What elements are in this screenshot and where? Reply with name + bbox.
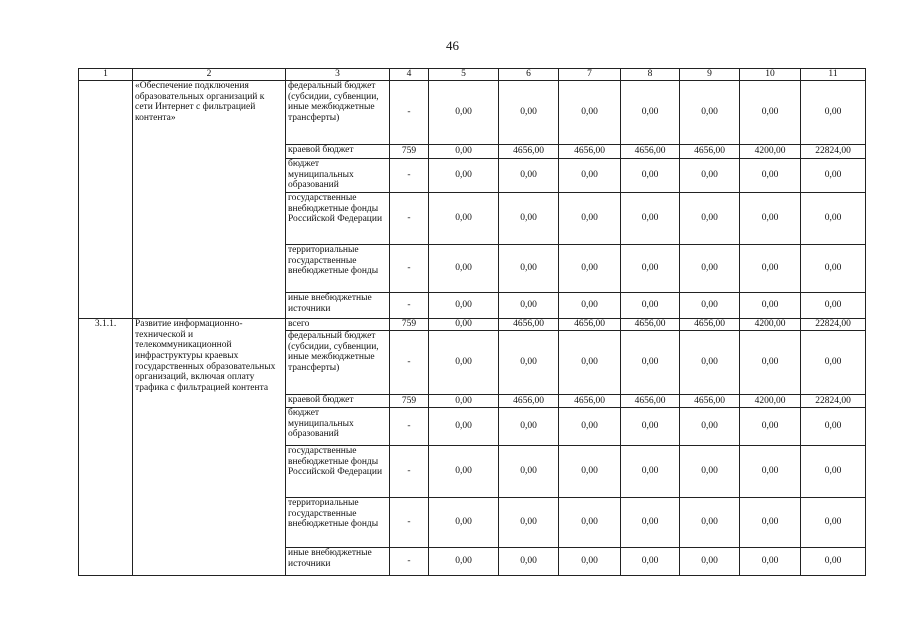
value-cell: 22824,00 (801, 319, 866, 331)
value-cell: 0,00 (429, 293, 499, 319)
value-cell: 0,00 (621, 81, 680, 145)
value-cell: 0,00 (801, 446, 866, 498)
value-cell: - (390, 498, 429, 548)
value-cell: 0,00 (740, 548, 801, 576)
value-cell: - (390, 331, 429, 395)
value-cell: 0,00 (680, 159, 740, 193)
value-cell: 759 (390, 319, 429, 331)
value-cell: 0,00 (740, 498, 801, 548)
activity-name: Развитие информационно-технической и телекоммуникационной инфраструктуры краевых государственных образовательных организаций, включая оплату трафика с фильтрацией контента (133, 319, 286, 576)
value-cell: 0,00 (801, 408, 866, 446)
funding-source: федеральный бюджет (субсидии, субвенции, иные межбюджетные трансферты) (286, 81, 390, 145)
value-cell: 0,00 (559, 245, 621, 293)
value-cell: 759 (390, 395, 429, 408)
value-cell: 0,00 (621, 193, 680, 245)
column-number: 4 (390, 69, 429, 81)
value-cell: 22824,00 (801, 395, 866, 408)
value-cell: 4656,00 (499, 395, 559, 408)
value-cell: 0,00 (621, 293, 680, 319)
funding-source: государственные внебюджетные фонды Российской Федерации (286, 446, 390, 498)
funding-source: бюджет муниципальных образований (286, 408, 390, 446)
value-cell: 4656,00 (499, 319, 559, 331)
value-cell: 0,00 (499, 245, 559, 293)
value-cell: 4656,00 (621, 145, 680, 159)
value-cell: 0,00 (621, 159, 680, 193)
column-number-row (79, 69, 866, 81)
page-number: 46 (446, 38, 459, 53)
value-cell: - (390, 159, 429, 193)
value-cell: 22824,00 (801, 145, 866, 159)
column-number: 3 (286, 69, 390, 81)
value-cell: 0,00 (499, 81, 559, 145)
value-cell: 0,00 (559, 548, 621, 576)
value-cell: 0,00 (680, 81, 740, 145)
value-cell: 4656,00 (559, 319, 621, 331)
value-cell: 0,00 (801, 293, 866, 319)
value-cell: 0,00 (429, 498, 499, 548)
value-cell: 0,00 (680, 245, 740, 293)
value-cell: 0,00 (680, 331, 740, 395)
value-cell: 0,00 (740, 245, 801, 293)
value-cell: 0,00 (801, 548, 866, 576)
value-cell: 0,00 (801, 81, 866, 145)
value-cell: 0,00 (429, 145, 499, 159)
value-cell: 0,00 (429, 159, 499, 193)
value-cell: 0,00 (559, 331, 621, 395)
value-cell: 0,00 (680, 498, 740, 548)
value-cell: 4656,00 (621, 319, 680, 331)
funding-source: краевой бюджет (286, 145, 390, 159)
value-cell: 0,00 (499, 446, 559, 498)
column-number: 7 (559, 69, 621, 81)
value-cell: 0,00 (429, 193, 499, 245)
row-code: 3.1.1. (79, 319, 133, 576)
table-row (79, 319, 866, 331)
value-cell: 0,00 (801, 245, 866, 293)
value-cell: 0,00 (680, 548, 740, 576)
funding-source: иные внебюджетные источники (286, 293, 390, 319)
value-cell: 0,00 (429, 408, 499, 446)
value-cell: 0,00 (740, 408, 801, 446)
activity-name: «Обеспечение подключения образовательных организаций к сети Интернет с фильтрацией контента» (133, 81, 286, 319)
value-cell: 0,00 (801, 193, 866, 245)
value-cell: 0,00 (559, 408, 621, 446)
value-cell: 0,00 (559, 446, 621, 498)
value-cell: 4656,00 (559, 145, 621, 159)
value-cell: 0,00 (429, 395, 499, 408)
value-cell: 0,00 (740, 446, 801, 498)
value-cell: 4200,00 (740, 319, 801, 331)
value-cell: 0,00 (429, 245, 499, 293)
column-number: 9 (680, 69, 740, 81)
value-cell: - (390, 408, 429, 446)
funding-source: федеральный бюджет (субсидии, субвенции, иные межбюджетные трансферты) (286, 331, 390, 395)
value-cell: 0,00 (740, 293, 801, 319)
value-cell: 4656,00 (621, 395, 680, 408)
column-number: 2 (133, 69, 286, 81)
value-cell: 4656,00 (680, 145, 740, 159)
column-number: 10 (740, 69, 801, 81)
budget-table (78, 68, 866, 576)
value-cell: 0,00 (499, 331, 559, 395)
funding-source: государственные внебюджетные фонды Российской Федерации (286, 193, 390, 245)
value-cell: 4656,00 (680, 395, 740, 408)
value-cell: 0,00 (429, 319, 499, 331)
value-cell: 0,00 (559, 81, 621, 145)
table-row (79, 81, 866, 145)
value-cell: 0,00 (499, 548, 559, 576)
value-cell: 0,00 (499, 293, 559, 319)
value-cell: 0,00 (680, 293, 740, 319)
row-code (79, 81, 133, 319)
value-cell: 0,00 (801, 331, 866, 395)
value-cell: 0,00 (499, 159, 559, 193)
value-cell: 0,00 (429, 446, 499, 498)
column-number: 8 (621, 69, 680, 81)
value-cell: 0,00 (559, 498, 621, 548)
funding-source: бюджет муниципальных образований (286, 159, 390, 193)
value-cell: 0,00 (740, 159, 801, 193)
value-cell: - (390, 81, 429, 145)
value-cell: 4656,00 (499, 145, 559, 159)
value-cell: 0,00 (429, 548, 499, 576)
value-cell: - (390, 446, 429, 498)
value-cell: 0,00 (740, 193, 801, 245)
value-cell: 0,00 (559, 159, 621, 193)
value-cell: 0,00 (621, 498, 680, 548)
value-cell: 0,00 (621, 446, 680, 498)
value-cell: - (390, 193, 429, 245)
value-cell: 0,00 (499, 498, 559, 548)
value-cell: 0,00 (740, 81, 801, 145)
value-cell: 4656,00 (680, 319, 740, 331)
value-cell: 0,00 (499, 408, 559, 446)
value-cell: 4200,00 (740, 145, 801, 159)
funding-source: краевой бюджет (286, 395, 390, 408)
value-cell: 0,00 (559, 293, 621, 319)
value-cell: 0,00 (801, 159, 866, 193)
value-cell: - (390, 548, 429, 576)
column-number: 6 (499, 69, 559, 81)
value-cell: 0,00 (621, 548, 680, 576)
value-cell: 4656,00 (559, 395, 621, 408)
column-number: 5 (429, 69, 499, 81)
value-cell: 0,00 (801, 498, 866, 548)
value-cell: 0,00 (680, 446, 740, 498)
value-cell: 0,00 (429, 331, 499, 395)
funding-source: территориальные государственные внебюджетные фонды (286, 245, 390, 293)
column-number: 11 (801, 69, 866, 81)
value-cell: 0,00 (621, 245, 680, 293)
value-cell: 0,00 (740, 331, 801, 395)
value-cell: - (390, 245, 429, 293)
column-number: 1 (79, 69, 133, 81)
value-cell: 759 (390, 145, 429, 159)
funding-source: иные внебюджетные источники (286, 548, 390, 576)
funding-source: территориальные государственные внебюджетные фонды (286, 498, 390, 548)
funding-source: всего (286, 319, 390, 331)
value-cell: 4200,00 (740, 395, 801, 408)
value-cell: 0,00 (559, 193, 621, 245)
value-cell: 0,00 (499, 193, 559, 245)
value-cell: 0,00 (621, 408, 680, 446)
value-cell: 0,00 (680, 193, 740, 245)
value-cell: 0,00 (429, 81, 499, 145)
value-cell: - (390, 293, 429, 319)
value-cell: 0,00 (621, 331, 680, 395)
value-cell: 0,00 (680, 408, 740, 446)
